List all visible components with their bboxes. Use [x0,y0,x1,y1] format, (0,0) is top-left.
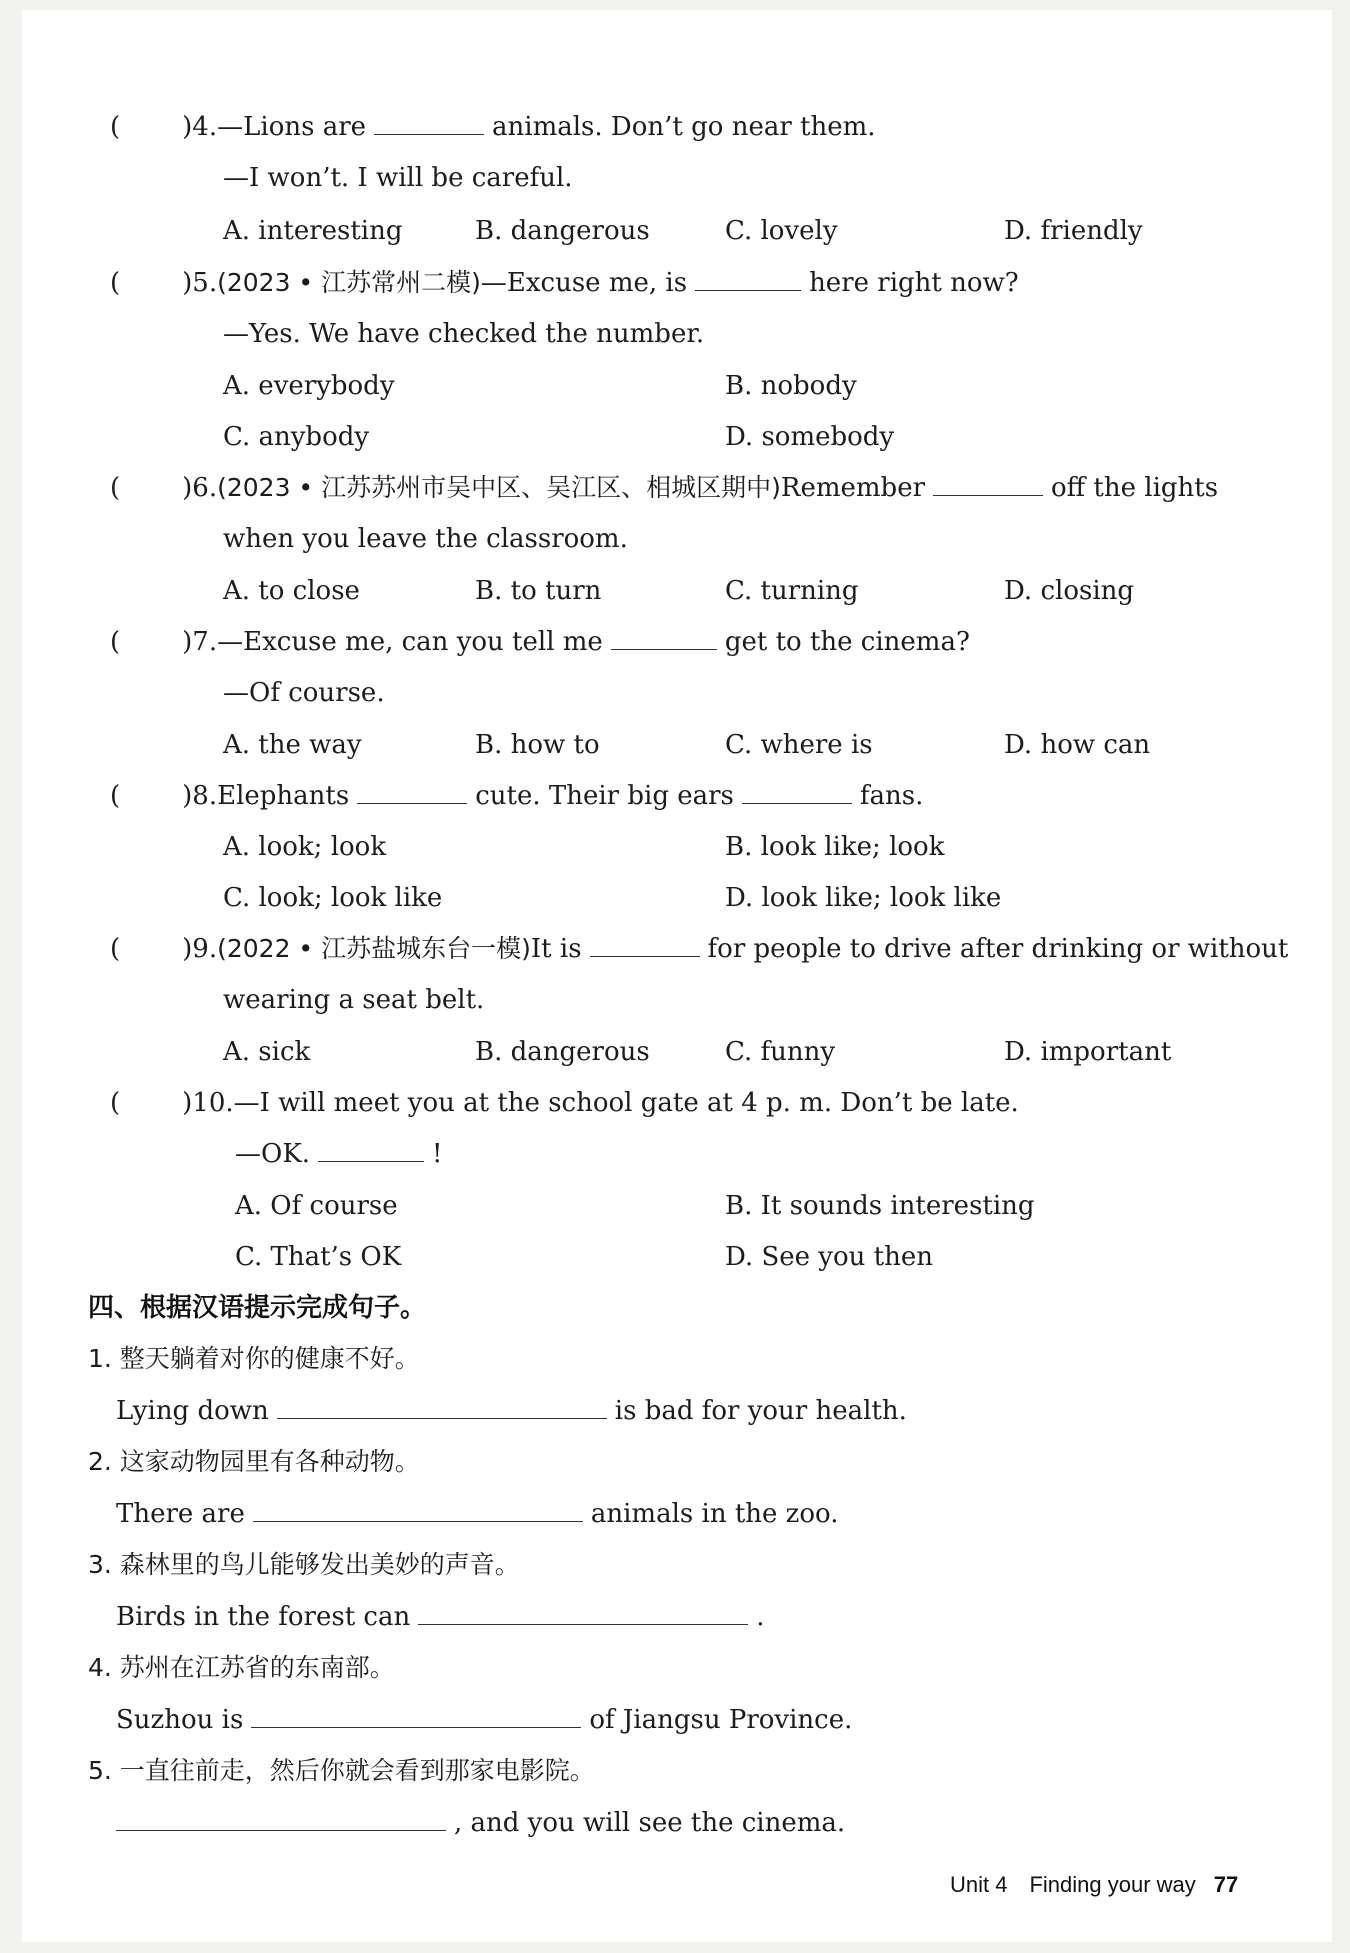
option-b[interactable]: B. It sounds interesting [725,1191,1035,1221]
worksheet-page [22,10,1332,1942]
option-b[interactable]: B. how to [475,730,600,760]
translation-2-chinese: 2. 这家动物园里有各种动物。 [88,1447,420,1476]
question-6-continued: when you leave the classroom. [223,524,628,554]
option-d[interactable]: D. See you then [725,1242,933,1272]
answer-blank[interactable] [318,1160,424,1162]
question-7-stem: ( )7.—Excuse me, can you tell me get to the cinema? [110,627,970,657]
option-b[interactable]: B. dangerous [475,1037,650,1067]
option-d[interactable]: D. important [1004,1037,1172,1067]
translation-4-chinese: 4. 苏州在江苏省的东南部。 [88,1653,395,1682]
option-d[interactable]: D. how can [1004,730,1151,760]
answer-blank[interactable] [418,1623,748,1625]
option-c[interactable]: C. funny [725,1037,836,1067]
translation-1-chinese: 1. 整天躺着对你的健康不好。 [88,1344,420,1373]
option-b[interactable]: B. nobody [725,371,857,401]
option-d[interactable]: D. closing [1004,576,1135,606]
page-number: 77 [1213,1872,1239,1897]
answer-blank[interactable] [116,1829,446,1831]
option-c[interactable]: C. That’s OK [235,1242,402,1272]
answer-blank[interactable] [374,133,484,135]
answer-blank[interactable] [277,1417,607,1419]
unit-title: Finding your way [1029,1872,1196,1897]
question-9-continued: wearing a seat belt. [223,985,485,1015]
answer-blank[interactable] [611,648,717,650]
option-a[interactable]: A. Of course [235,1191,398,1221]
answer-blank[interactable] [590,955,700,957]
question-7-reply: —Of course. [223,678,385,708]
option-d[interactable]: D. friendly [1004,216,1143,246]
translation-3-sentence: Birds in the forest can . [116,1602,765,1632]
option-a[interactable]: A. interesting [223,216,403,246]
option-a[interactable]: A. to close [223,576,360,606]
translation-1-sentence: Lying down is bad for your health. [116,1396,907,1426]
answer-blank[interactable] [253,1520,583,1522]
translation-5-sentence: , and you will see the cinema. [116,1806,845,1840]
option-c[interactable]: C. anybody [223,422,370,452]
option-b[interactable]: B. dangerous [475,216,650,246]
answer-blank[interactable] [742,802,852,804]
question-5-stem: ( )5.(2023 • 江苏常州二模)—Excuse me, is here right now? [110,268,1019,298]
translation-5-chinese: 5. 一直往前走，然后你就会看到那家电影院。 [88,1756,595,1785]
answer-blank[interactable] [933,494,1043,496]
page-footer [950,1872,1238,1898]
question-10-stem: ( )10.—I will meet you at the school gate at 4 p. m. Don’t be late. [110,1088,1019,1118]
option-d[interactable]: D. look like; look like [725,883,1002,913]
answer-blank[interactable] [357,802,467,804]
question-5-reply: —Yes. We have checked the number. [223,319,705,349]
translation-3-chinese: 3. 森林里的鸟儿能够发出美妙的声音。 [88,1550,520,1579]
option-a[interactable]: A. look; look [223,832,387,862]
unit-label: Unit 4 [950,1872,1008,1897]
option-c[interactable]: C. lovely [725,216,838,246]
answer-blank[interactable] [695,289,801,291]
question-6-stem: ( )6.(2023 • 江苏苏州市吴中区、吴江区、相城区期中)Remember off the lights [110,473,1219,503]
section-heading: 四、根据汉语提示完成句子。 [88,1293,427,1323]
translation-2-sentence: There are animals in the zoo. [116,1499,839,1529]
option-c[interactable]: C. look; look like [223,883,443,913]
question-4-stem: ( )4.—Lions are animals. Don’t go near them. [110,112,876,142]
option-a[interactable]: A. the way [223,730,362,760]
option-c[interactable]: C. where is [725,730,873,760]
option-b[interactable]: B. to turn [475,576,602,606]
answer-blank[interactable] [251,1726,581,1728]
translation-4-sentence: Suzhou is of Jiangsu Province. [116,1705,853,1735]
question-10-reply: —OK. ! [235,1139,443,1169]
option-a[interactable]: A. everybody [223,371,395,401]
option-c[interactable]: C. turning [725,576,859,606]
option-a[interactable]: A. sick [223,1037,311,1067]
question-8-stem: ( )8.Elephants cute. Their big ears fans. [110,781,924,811]
question-9-stem: ( )9.(2022 • 江苏盐城东台一模)It is for people to drive after drinking or without [110,934,1289,964]
option-b[interactable]: B. look like; look [725,832,945,862]
question-4-reply: —I won’t. I will be careful. [223,163,573,193]
option-d[interactable]: D. somebody [725,422,895,452]
